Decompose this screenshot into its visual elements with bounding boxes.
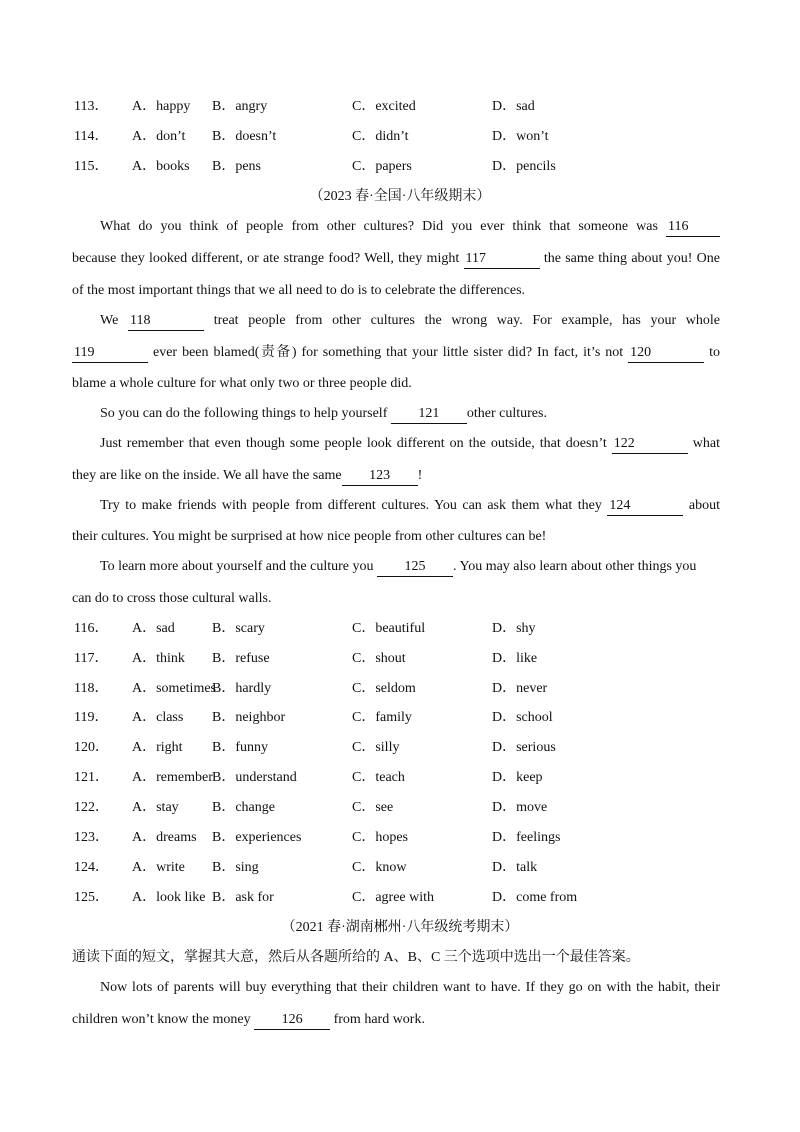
option-a: A．happy [132, 99, 191, 114]
option-b: B．understand [212, 770, 297, 785]
option-c: C．see [352, 800, 394, 815]
question-number: 118． [74, 681, 109, 696]
option-d: D．shy [492, 621, 536, 636]
option-c: C．beautiful [352, 621, 426, 636]
passage-text: treat people from other cultures the wrong way. For example, has your whole [213, 313, 721, 328]
option-c: C．agree with [352, 890, 435, 905]
passage-text: can do to cross those cultural walls. [72, 591, 272, 606]
option-d: D．won’t [492, 129, 549, 144]
option-c: C．hopes [352, 830, 408, 845]
passage-text: ever been blamed(责备) for something that your little sister did? In fact, it’s not [153, 345, 624, 360]
option-a: A．don’t [132, 129, 186, 144]
passage-text: So you can do the following things to help yourself [100, 406, 388, 421]
passage-line [100, 495, 720, 517]
passage-line [72, 526, 720, 548]
passage-text: We [100, 313, 119, 328]
option-d: D．like [492, 651, 538, 666]
blank-126: 126 [254, 1011, 330, 1030]
question-number: 120． [74, 740, 109, 755]
blank-119: 119 [72, 344, 148, 363]
passage-text: Now lots of parents will buy everything that their children want to have. If they go on with the habit, their [100, 980, 720, 995]
blank-124: 124 [607, 497, 683, 516]
option-c: C．didn’t [352, 129, 409, 144]
option-c: C．shout [352, 651, 406, 666]
passage-text: To learn more about yourself and the culture you [100, 559, 374, 574]
question-number: 121． [74, 770, 109, 785]
source-note: （2021 春·湖南郴州·八年级统考期末） [281, 920, 519, 935]
instruction-text: 通读下面的短文，掌握其大意，然后从各题所给的 A、B、C 三个选项中选出一个最佳答案。 [72, 950, 640, 965]
question-number: 114． [74, 129, 109, 144]
passage-line [100, 403, 720, 425]
option-d: D．come from [492, 890, 578, 905]
option-a: A．stay [132, 800, 179, 815]
passage-text: their cultures. You might be surprised at how nice people from other cultures can be! [72, 529, 547, 544]
question-number: 125． [74, 890, 109, 905]
passage-line [100, 433, 720, 455]
passage-text: . You may also learn about other things you [453, 559, 697, 574]
option-b: B．funny [212, 740, 268, 755]
passage-line [72, 280, 720, 302]
passage-line [72, 1009, 720, 1031]
question-number: 113． [74, 99, 109, 114]
source-note: （2023 春·全国·八年级期末） [309, 189, 491, 204]
option-a: A．dreams [132, 830, 197, 845]
passage-text: ! [417, 468, 423, 483]
option-a: A．think [132, 651, 185, 666]
option-c: C．seldom [352, 681, 416, 696]
passage-text: because they looked different, or ate strange food? Well, they might [72, 251, 460, 266]
option-d: D．school [492, 710, 553, 725]
option-b: B．refuse [212, 651, 270, 666]
option-c: C．papers [352, 159, 412, 174]
option-d: D．keep [492, 770, 543, 785]
passage-text: other cultures. [466, 406, 547, 421]
blank-118: 118 [128, 312, 204, 331]
passage-line [72, 248, 720, 270]
option-b: B．angry [212, 99, 268, 114]
blank-125: 125 [377, 558, 453, 577]
question-number: 115． [74, 159, 109, 174]
option-b: B．scary [212, 621, 265, 636]
option-a: A．books [132, 159, 190, 174]
passage-line [100, 556, 720, 578]
passage-line [100, 977, 720, 999]
option-d: D．feelings [492, 830, 561, 845]
option-a: A．sad [132, 621, 175, 636]
passage-line [72, 465, 720, 487]
option-b: B．hardly [212, 681, 272, 696]
option-b: B．ask for [212, 890, 274, 905]
passage-text: what [692, 436, 720, 451]
passage-text: about [688, 498, 721, 513]
option-d: D．never [492, 681, 548, 696]
question-number: 122． [74, 800, 109, 815]
passage-line [72, 373, 720, 395]
option-a: A．sometimes [132, 681, 216, 696]
passage-line [100, 216, 720, 238]
passage-text: to [709, 345, 721, 360]
passage-text: from hard work. [333, 1012, 425, 1027]
option-a: A．right [132, 740, 183, 755]
option-b: B．doesn’t [212, 129, 277, 144]
option-d: D．talk [492, 860, 538, 875]
option-a: A．look like [132, 890, 206, 905]
option-d: D．move [492, 800, 548, 815]
passage-text: What do you think of people from other cultures? Did you ever think that someone was [100, 219, 658, 234]
option-d: D．pencils [492, 159, 556, 174]
passage-text: Try to make friends with people from different cultures. You can ask them what they [100, 498, 602, 513]
passage-text: the same thing about you! One [543, 251, 721, 266]
blank-121: 121 [391, 405, 467, 424]
instruction-line [72, 947, 720, 969]
option-c: C．know [352, 860, 407, 875]
blank-123: 123 [342, 467, 418, 486]
option-b: B．pens [212, 159, 261, 174]
option-a: A．remember [132, 770, 213, 785]
option-d: D．serious [492, 740, 556, 755]
blank-122: 122 [612, 435, 688, 454]
option-d: D．sad [492, 99, 535, 114]
question-number: 119． [74, 710, 109, 725]
option-c: C．teach [352, 770, 405, 785]
passage-line [72, 588, 720, 610]
passage-line [72, 342, 720, 364]
option-b: B．change [212, 800, 275, 815]
option-c: C．silly [352, 740, 400, 755]
blank-120: 120 [628, 344, 704, 363]
question-number: 124． [74, 860, 109, 875]
passage-text: children won’t know the money [72, 1012, 251, 1027]
option-b: B．neighbor [212, 710, 286, 725]
passage-text: of the most important things that we all need to do is to celebrate the differences. [72, 283, 526, 298]
passage-text: blame a whole culture for what only two or three people did. [72, 376, 412, 391]
blank-117: 117 [464, 250, 540, 269]
option-a: A．class [132, 710, 184, 725]
question-number: 116． [74, 621, 109, 636]
option-c: C．excited [352, 99, 416, 114]
question-number: 117． [74, 651, 109, 666]
passage-line [100, 310, 720, 332]
option-b: B．experiences [212, 830, 302, 845]
question-number: 123． [74, 830, 109, 845]
blank-116: 116 [666, 218, 720, 237]
passage-text: Just remember that even though some people look different on the outside, that doesn’t [100, 436, 607, 451]
passage-text: they are like on the inside. We all have the same [72, 468, 342, 483]
option-b: B．sing [212, 860, 259, 875]
option-a: A．write [132, 860, 185, 875]
option-c: C．family [352, 710, 412, 725]
